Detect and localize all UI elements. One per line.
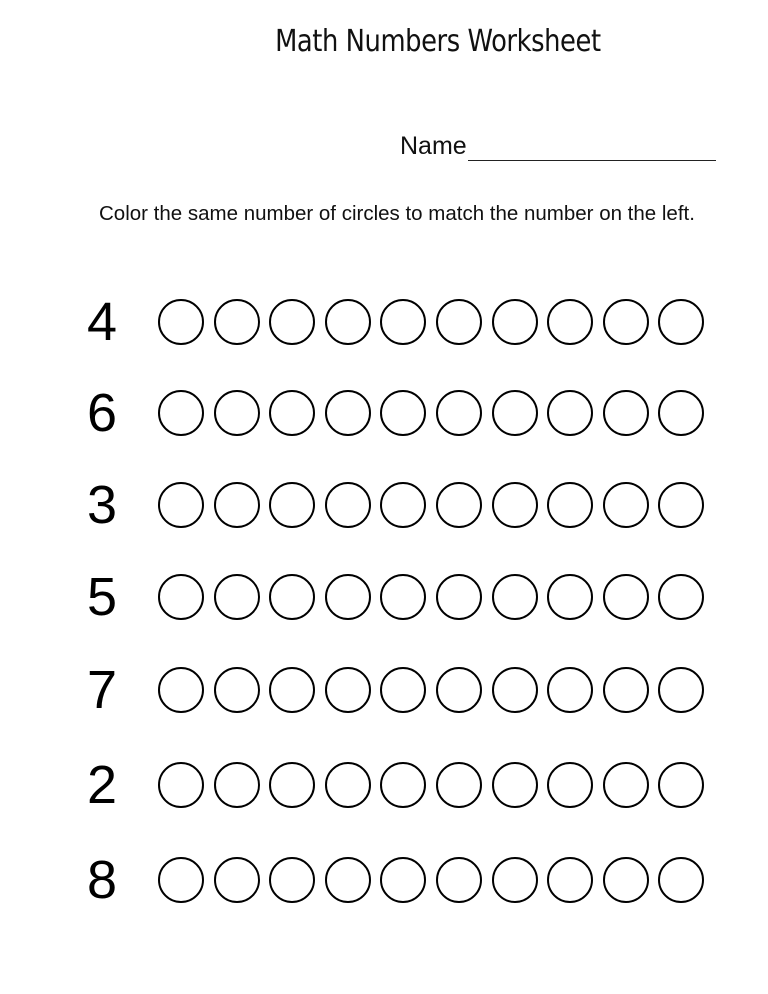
colorable-circle[interactable] bbox=[547, 390, 593, 436]
colorable-circle[interactable] bbox=[436, 299, 482, 345]
circle-group bbox=[158, 762, 704, 808]
row-number: 4 bbox=[87, 292, 118, 352]
colorable-circle[interactable] bbox=[325, 299, 371, 345]
colorable-circle[interactable] bbox=[436, 390, 482, 436]
colorable-circle[interactable] bbox=[269, 299, 315, 345]
colorable-circle[interactable] bbox=[436, 667, 482, 713]
colorable-circle[interactable] bbox=[492, 574, 538, 620]
colorable-circle[interactable] bbox=[325, 762, 371, 808]
number-row bbox=[0, 567, 768, 627]
colorable-circle[interactable] bbox=[603, 667, 649, 713]
colorable-circle[interactable] bbox=[492, 857, 538, 903]
colorable-circle[interactable] bbox=[269, 762, 315, 808]
number-row bbox=[0, 755, 768, 815]
colorable-circle[interactable] bbox=[325, 482, 371, 528]
circle-group bbox=[158, 299, 704, 345]
worksheet-title: Math Numbers Worksheet bbox=[275, 24, 601, 59]
name-field-row bbox=[400, 132, 716, 161]
colorable-circle[interactable] bbox=[214, 482, 260, 528]
circle-group bbox=[158, 667, 704, 713]
colorable-circle[interactable] bbox=[492, 299, 538, 345]
colorable-circle[interactable] bbox=[158, 482, 204, 528]
colorable-circle[interactable] bbox=[603, 762, 649, 808]
colorable-circle[interactable] bbox=[269, 857, 315, 903]
colorable-circle[interactable] bbox=[658, 390, 704, 436]
colorable-circle[interactable] bbox=[269, 574, 315, 620]
colorable-circle[interactable] bbox=[547, 667, 593, 713]
colorable-circle[interactable] bbox=[492, 667, 538, 713]
circle-group bbox=[158, 390, 704, 436]
row-number: 8 bbox=[87, 850, 118, 910]
colorable-circle[interactable] bbox=[158, 390, 204, 436]
circle-group bbox=[158, 482, 704, 528]
number-row bbox=[0, 475, 768, 535]
colorable-circle[interactable] bbox=[658, 667, 704, 713]
number-row bbox=[0, 383, 768, 443]
circle-group bbox=[158, 574, 704, 620]
colorable-circle[interactable] bbox=[380, 574, 426, 620]
colorable-circle[interactable] bbox=[214, 299, 260, 345]
colorable-circle[interactable] bbox=[492, 482, 538, 528]
colorable-circle[interactable] bbox=[325, 857, 371, 903]
colorable-circle[interactable] bbox=[603, 574, 649, 620]
row-number: 2 bbox=[87, 755, 118, 815]
colorable-circle[interactable] bbox=[658, 299, 704, 345]
colorable-circle[interactable] bbox=[325, 574, 371, 620]
colorable-circle[interactable] bbox=[436, 574, 482, 620]
number-row bbox=[0, 660, 768, 720]
colorable-circle[interactable] bbox=[325, 390, 371, 436]
colorable-circle[interactable] bbox=[380, 482, 426, 528]
colorable-circle[interactable] bbox=[492, 762, 538, 808]
number-row bbox=[0, 850, 768, 910]
colorable-circle[interactable] bbox=[325, 667, 371, 713]
colorable-circle[interactable] bbox=[547, 299, 593, 345]
colorable-circle[interactable] bbox=[380, 390, 426, 436]
colorable-circle[interactable] bbox=[603, 390, 649, 436]
colorable-circle[interactable] bbox=[658, 857, 704, 903]
colorable-circle[interactable] bbox=[214, 762, 260, 808]
colorable-circle[interactable] bbox=[380, 299, 426, 345]
name-label: Name bbox=[400, 132, 467, 160]
colorable-circle[interactable] bbox=[158, 667, 204, 713]
name-blank-line[interactable] bbox=[468, 134, 716, 161]
colorable-circle[interactable] bbox=[269, 667, 315, 713]
colorable-circle[interactable] bbox=[547, 857, 593, 903]
colorable-circle[interactable] bbox=[269, 390, 315, 436]
row-number: 7 bbox=[87, 660, 118, 720]
colorable-circle[interactable] bbox=[214, 574, 260, 620]
colorable-circle[interactable] bbox=[603, 482, 649, 528]
colorable-circle[interactable] bbox=[547, 762, 593, 808]
colorable-circle[interactable] bbox=[214, 390, 260, 436]
colorable-circle[interactable] bbox=[547, 482, 593, 528]
row-number: 6 bbox=[87, 383, 118, 443]
colorable-circle[interactable] bbox=[158, 299, 204, 345]
colorable-circle[interactable] bbox=[214, 857, 260, 903]
colorable-circle[interactable] bbox=[269, 482, 315, 528]
colorable-circle[interactable] bbox=[158, 857, 204, 903]
colorable-circle[interactable] bbox=[603, 299, 649, 345]
colorable-circle[interactable] bbox=[547, 574, 593, 620]
colorable-circle[interactable] bbox=[492, 390, 538, 436]
instructions-text: Color the same number of circles to match the number on the left. bbox=[99, 202, 695, 225]
colorable-circle[interactable] bbox=[436, 482, 482, 528]
circle-group bbox=[158, 857, 704, 903]
colorable-circle[interactable] bbox=[158, 762, 204, 808]
colorable-circle[interactable] bbox=[658, 574, 704, 620]
colorable-circle[interactable] bbox=[436, 857, 482, 903]
colorable-circle[interactable] bbox=[380, 857, 426, 903]
colorable-circle[interactable] bbox=[214, 667, 260, 713]
colorable-circle[interactable] bbox=[158, 574, 204, 620]
row-number: 5 bbox=[87, 567, 118, 627]
number-row bbox=[0, 292, 768, 352]
colorable-circle[interactable] bbox=[658, 482, 704, 528]
colorable-circle[interactable] bbox=[658, 762, 704, 808]
colorable-circle[interactable] bbox=[603, 857, 649, 903]
colorable-circle[interactable] bbox=[380, 762, 426, 808]
colorable-circle[interactable] bbox=[380, 667, 426, 713]
colorable-circle[interactable] bbox=[436, 762, 482, 808]
row-number: 3 bbox=[87, 475, 118, 535]
